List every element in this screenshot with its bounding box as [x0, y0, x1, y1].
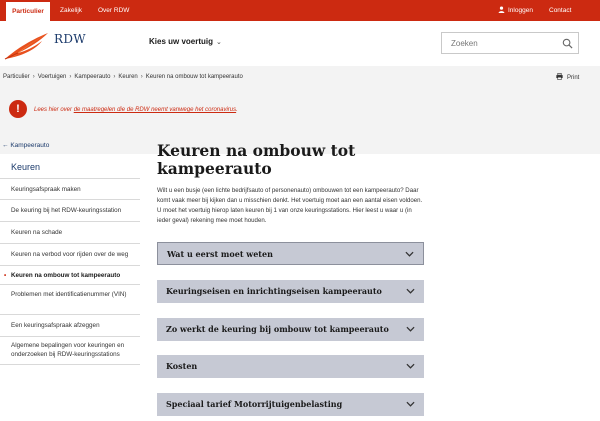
breadcrumb-current: Keuren na ombouw tot kampeerauto [145, 74, 243, 80]
intro-text: Wilt u een busje (een lichte bedrijfsauto of personenauto) ombouwen tot een kampeerauto? Daar komt vaak meer bij kijken dan u misschien denkt. Het voertuig moet aan een aantal eisen voldoen. U moet het voertuig hierop laten keuren bij 1 van onze keuringsstations. Hier leest u waar u (in ieder geval) rekening mee moet houden. [157, 187, 423, 224]
breadcrumb-item[interactable]: Keuren [118, 74, 138, 80]
notice-suffix: . [236, 107, 238, 113]
accordion-label: Zo werkt de keuring bij ombouw tot kampeerauto [166, 324, 389, 334]
breadcrumb-separator: › [32, 74, 35, 80]
chevron-down-icon [406, 363, 415, 369]
print-button[interactable] [556, 73, 579, 81]
breadcrumb-item[interactable]: Voertuigen [37, 74, 67, 80]
accordion-keuringseisen[interactable] [157, 280, 424, 303]
kies-voertuig-label: Kies uw voertuig [149, 37, 214, 46]
chevron-down-icon [406, 401, 415, 407]
sidebar-item-keuring-station[interactable]: De keuring bij het RDW-keuringsstation [0, 200, 140, 222]
breadcrumb-separator: › [69, 74, 72, 80]
tab-zakelijk[interactable]: Zakelijk [60, 7, 83, 14]
corona-measures-link[interactable]: de maatregelen die de RDW neemt vanwege het coronavirus [73, 107, 237, 113]
logo-text: RDW [54, 32, 86, 46]
sidebar-item-keuren-na-verbod[interactable]: Keuren na verbod voor rijden over de weg [0, 244, 140, 266]
corona-notice [34, 107, 238, 113]
contact-link[interactable]: Contact [549, 7, 572, 14]
accordion-zo-werkt-de-keuring[interactable] [157, 318, 424, 341]
breadcrumb-item[interactable]: Particulier [3, 74, 30, 80]
breadcrumb [3, 74, 243, 80]
accordion-wat-u-eerst-moet-weten[interactable] [157, 242, 424, 265]
chevron-down-icon [406, 326, 415, 332]
rdw-logo[interactable] [4, 29, 96, 61]
breadcrumb-item[interactable]: Kampeerauto [74, 74, 111, 80]
sidebar-item-problemen-vin[interactable]: Problemen met identificatienummer (VIN) [0, 285, 140, 315]
sidebar-item-keuren-na-ombouw[interactable]: • Keuren na ombouw tot kampeerauto [0, 266, 140, 285]
accordion-speciaal-tarief[interactable] [157, 393, 424, 416]
accordion-label: Kosten [166, 361, 198, 371]
chevron-down-icon [405, 251, 414, 257]
accordion-label: Wat u eerst moet weten [167, 249, 273, 259]
tab-particulier[interactable]: Particulier [6, 0, 50, 21]
site-header [0, 21, 600, 66]
back-label: Kampeerauto [10, 142, 50, 149]
accordion-kosten[interactable] [157, 355, 424, 378]
notice-prefix: Lees hier over [34, 107, 74, 113]
search-icon[interactable] [562, 38, 573, 49]
login-link[interactable] [498, 0, 533, 21]
search-input[interactable] [442, 33, 552, 53]
back-link-kampeerauto[interactable] [2, 142, 49, 149]
accordion-label: Keuringseisen en inrichtingseisen kampeerauto [166, 286, 382, 296]
tab-over-rdw[interactable]: Over RDW [98, 7, 130, 14]
chevron-down-icon: ⌄ [216, 39, 222, 46]
arrow-left-icon: ← [2, 142, 9, 149]
login-label: Inloggen [508, 7, 533, 14]
user-icon [498, 6, 505, 13]
search-box [441, 32, 579, 54]
print-label: Print [567, 75, 580, 81]
warning-icon: ! [9, 100, 27, 118]
sidebar-item-keuringsafspraak-maken[interactable]: Keuringsafspraak maken [0, 179, 140, 200]
top-navigation [0, 0, 600, 21]
sidebar-title: Keuren [11, 162, 41, 172]
kies-voertuig-menu[interactable] [149, 37, 222, 46]
accordion-label: Speciaal tarief Motorrijtuigenbelasting [166, 399, 343, 409]
sidebar-item-afspraak-afzeggen[interactable]: Een keuringsafspraak afzeggen [0, 315, 140, 337]
rdw-feather-logo-icon [4, 31, 52, 61]
chevron-down-icon [406, 288, 415, 294]
sidebar-item-algemene-bepalingen[interactable]: Algemene bepalingen voor keuringen en onderzoeken bij RDW-keuringsstations [0, 337, 140, 365]
page-title: Keuren na ombouw tot kampeerauto [157, 141, 356, 178]
breadcrumb-separator: › [140, 74, 143, 80]
sidebar-item-keuren-na-schade[interactable]: Keuren na schade [0, 222, 140, 244]
printer-icon [556, 73, 563, 80]
breadcrumb-separator: › [113, 74, 116, 80]
